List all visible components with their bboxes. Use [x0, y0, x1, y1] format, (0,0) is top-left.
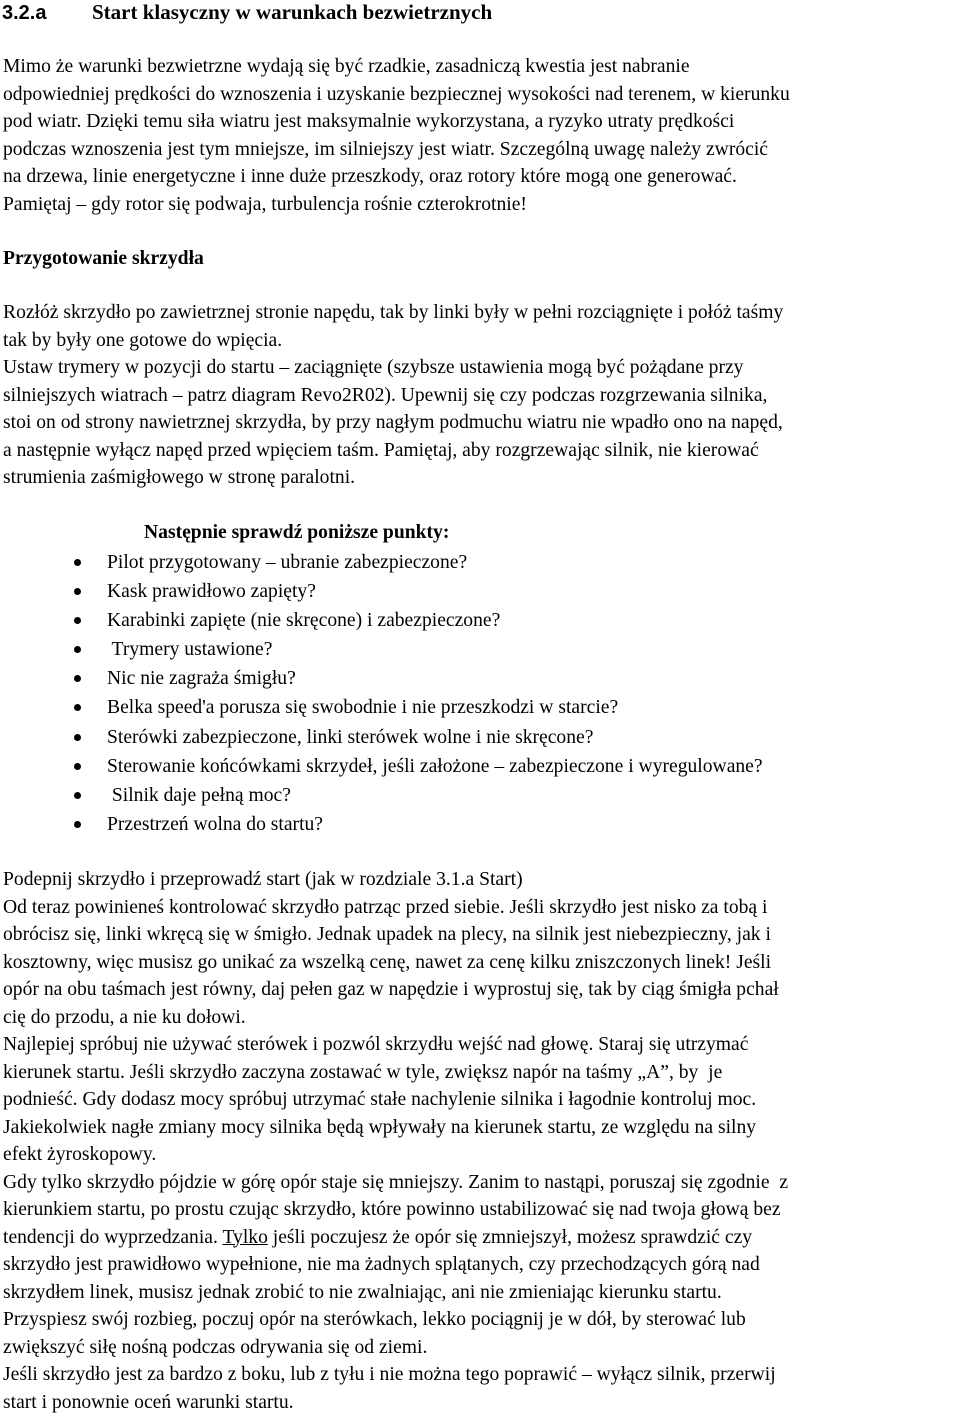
- prep-paragraph: [3, 299, 955, 492]
- bullet-icon: [74, 763, 81, 770]
- bullet-icon: [74, 675, 81, 682]
- text-line: [3, 1224, 955, 1252]
- text-line: Przyspiesz swój rozbieg, poczuj opór na sterówkach, lekko pociągnij je w dół, by sterować lub: [3, 1306, 955, 1334]
- text-line: a następnie wyłącz napęd przed wpięciem taśm. Pamiętaj, aby rozgrzewając silnik, nie kierować: [3, 437, 955, 465]
- text-line: Jakiekolwiek nagłe zmiany mocy silnika będą wpływały na kierunek startu, ze względu na silny: [3, 1114, 955, 1142]
- list-item-text: Trymery ustawione?: [107, 635, 272, 664]
- list-item-text: Belka speed'a porusza się swobodnie i nie przeszkodzi w starcie?: [107, 693, 618, 722]
- text-line: Jeśli skrzydło jest za bardzo z boku, lub z tyłu i nie można tego poprawić – wyłącz silnik, przerwij: [3, 1361, 955, 1389]
- list-item-text: Przestrzeń wolna do startu?: [107, 810, 323, 839]
- text-line: Ustaw trymery w pozycji do startu – zaciągnięte (szybsze ustawienia mogą być pożądane przy: [3, 354, 955, 382]
- text-line: Gdy tylko skrzydło pójdzie w górę opór staje się mniejszy. Zanim to nastąpi, poruszaj się zgodnie z: [3, 1169, 955, 1197]
- list-item-text: Karabinki zapięte (nie skręcone) i zabezpieczone?: [107, 606, 500, 635]
- text-line: skrzydłem linek, musisz jednak zrobić to nie zwalniając, ani nie zmieniając kierunku startu.: [3, 1279, 955, 1307]
- text-line: strumienia zaśmigłowego w stronę paralotni.: [3, 464, 955, 492]
- list-item-text: Kask prawidłowo zapięty?: [107, 577, 316, 606]
- bullet-icon: [74, 792, 81, 799]
- section-heading: [2, 0, 492, 27]
- text-line: Rozłóż skrzydło po zawietrznej stronie napędu, tak by linki były w pełni rozciągnięte i połóż taśmy: [3, 299, 955, 327]
- text-segment: tendencji do wyprzedzania.: [3, 1227, 218, 1248]
- checklist-title: Następnie sprawdź poniższe punkty:: [144, 519, 449, 547]
- bullet-icon: [74, 734, 81, 741]
- text-line: Pamiętaj – gdy rotor się podwaja, turbulencja rośnie czterokrotnie!: [3, 191, 955, 219]
- text-line: silniejszych wiatrach – patrz diagram Revo2R02). Upewnij się czy podczas rozgrzewania silnika,: [3, 382, 955, 410]
- text-line: Od teraz powinieneś kontrolować skrzydło patrząc przed siebie. Jeśli skrzydło jest nisko za tobą i: [3, 894, 955, 922]
- list-item-text: Silnik daje pełną moc?: [107, 781, 291, 810]
- section-title: Start klasyczny w warunkach bezwietrznych: [92, 0, 492, 24]
- bullet-icon: [74, 704, 81, 711]
- text-line: efekt żyroskopowy.: [3, 1141, 955, 1169]
- text-line: stoi on od strony nawietrznej skrzydła, by przy nagłym podmuchu wiatru nie wpadło ono na napęd,: [3, 409, 955, 437]
- bullet-icon: [74, 617, 81, 624]
- text-line: Podepnij skrzydło i przeprowadź start (jak w rozdziale 3.1.a Start): [3, 866, 955, 894]
- text-segment: jeśli poczujesz że opór się zmniejszył, możesz sprawdzić czy: [268, 1227, 752, 1248]
- text-line: kosztowny, więc musisz go unikać za wszelką cenę, nawet za cenę kilku zniszczonych linek! Jeśli: [3, 949, 955, 977]
- bullet-icon: [74, 821, 81, 828]
- list-item-text: Sterowanie końcówkami skrzydeł, jeśli założone – zabezpieczone i wyregulowane?: [107, 752, 763, 781]
- section-number: 3.2.a: [2, 0, 92, 27]
- text-line: opór na obu taśmach jest równy, daj pełen gaz w napędzie i wyprostuj się, tak by ciąg śmigła pchał: [3, 976, 955, 1004]
- text-line: podnieść. Gdy dodasz mocy spróbuj utrzymać stałe nachylenie silnika i łagodnie kontroluj moc.: [3, 1086, 955, 1114]
- text-line: podczas wznoszenia jest tym mniejsze, im silniejszy jest wiatr. Szczególną uwagę należy zwrócić: [3, 136, 955, 164]
- text-line: cię do przodu, a nie ku dołowi.: [3, 1004, 955, 1032]
- launch-paragraph: [3, 866, 955, 1416]
- text-line: Najlepiej spróbuj nie używać sterówek i pozwól skrzydłu wejść nad głowę. Staraj się utrzymać: [3, 1031, 955, 1059]
- prep-subtitle: Przygotowanie skrzydła: [3, 245, 204, 273]
- underlined-word: Tylko: [222, 1227, 267, 1248]
- text-line: odpowiedniej prędkości do wznoszenia i uzyskanie bezpiecznej wysokości nad terenem, w kierunku: [3, 81, 955, 109]
- bullet-icon: [74, 646, 81, 653]
- text-line: na drzewa, linie energetyczne i inne duże przeszkody, oraz rotory które mogą one generować.: [3, 163, 955, 191]
- bullet-icon: [74, 588, 81, 595]
- text-line: obrócisz się, linki wkręcą się w śmigło. Jednak upadek na plecy, na silnik jest niebezpieczny, jak i: [3, 921, 955, 949]
- text-line: tak by były one gotowe do wpięcia.: [3, 327, 955, 355]
- list-item-text: Sterówki zabezpieczone, linki sterówek wolne i nie skręcone?: [107, 723, 593, 752]
- text-line: start i ponownie oceń warunki startu.: [3, 1389, 955, 1416]
- intro-paragraph: [3, 53, 955, 218]
- text-line: kierunkiem startu, po prostu czując skrzydło, które powinno ustabilizować się nad twoja głową bez: [3, 1196, 955, 1224]
- text-line: pod wiatr. Dzięki temu siła wiatru jest maksymalnie wykorzystana, a ryzyko utraty prędkości: [3, 108, 955, 136]
- text-line: Mimo że warunki bezwietrzne wydają się być rzadkie, zasadniczą kwestia jest nabranie: [3, 53, 955, 81]
- list-item-text: Nic nie zagraża śmigłu?: [107, 664, 296, 693]
- text-line: kierunek startu. Jeśli skrzydło zaczyna zostawać w tyle, zwiększ napór na taśmy „A”, by je: [3, 1059, 955, 1087]
- text-line: skrzydło jest prawidłowo wypełnione, nie ma żadnych splątanych, czy przechodzących górą nad: [3, 1251, 955, 1279]
- list-item-text: Pilot przygotowany – ubranie zabezpieczone?: [107, 548, 467, 577]
- text-line: zwiększyć siłę nośną podczas odrywania się od ziemi.: [3, 1334, 955, 1362]
- bullet-icon: [74, 559, 81, 566]
